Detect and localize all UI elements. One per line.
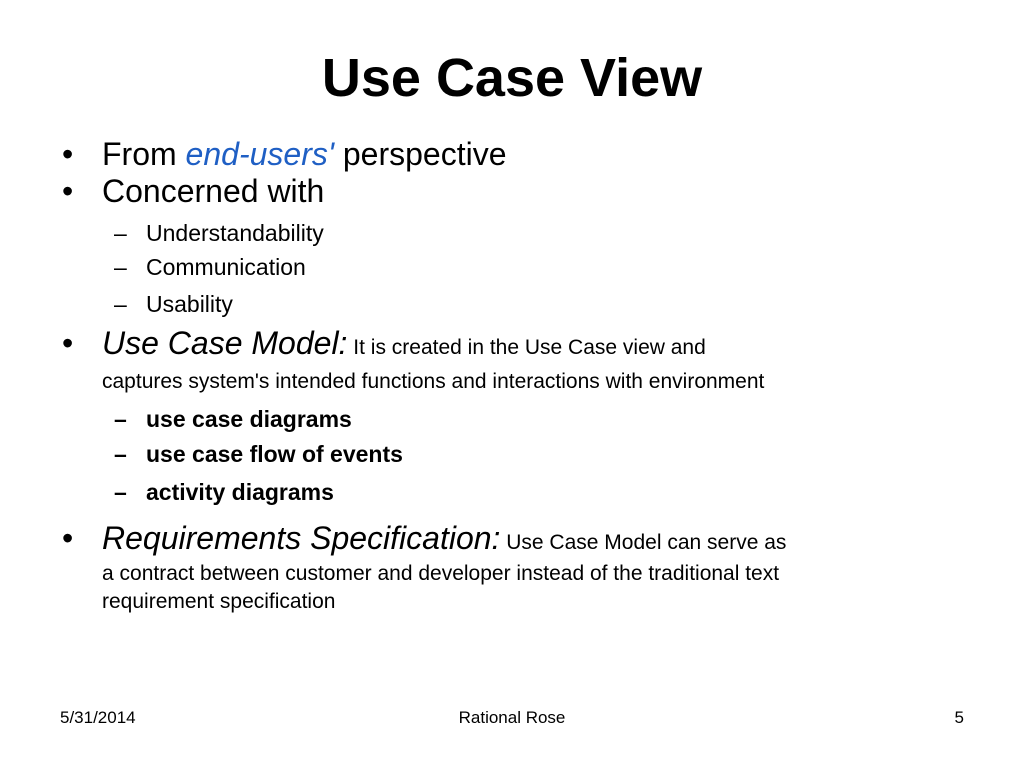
bullet-marker: • [62,136,74,172]
requirements-line2: a contract between customer and developer instead of the traditional text [102,562,780,585]
sub-item-flow-of-events [114,440,403,468]
bullet-marker: • [62,325,74,361]
use-case-model-line1: It is created in the Use Case view and [347,336,706,359]
sub-item-label: Usability [146,291,233,317]
sub-item-label: Understandability [146,220,324,246]
slide-title: Use Case View [321,48,703,108]
sub-item-use-case-diagrams [114,405,352,433]
bullet-marker: • [62,173,74,209]
bullet-text [102,520,786,561]
bullet-text: Concerned with [102,173,325,209]
end-users-emphasis: end-users' [185,136,334,172]
sub-item-communication [114,253,306,281]
sub-item-understandability [114,219,324,247]
dash-marker: – [114,406,127,432]
requirements-heading: Requirements Specification: [102,520,501,556]
dash-marker: – [114,220,127,246]
sub-item-label: Communication [146,254,306,280]
sub-item-label: use case flow of events [146,441,403,467]
requirements-line3: requirement specification [102,590,336,613]
footer-page-number: 5 [954,708,964,727]
bullet-text [102,325,706,366]
bullet-text [102,136,506,172]
requirements-line1: Use Case Model can serve as [500,531,787,554]
sub-item-usability [114,290,233,318]
sub-item-activity-diagrams [114,478,334,506]
bullet-marker: • [62,520,74,556]
use-case-model-heading: Use Case Model: [102,325,348,361]
sub-item-label: use case diagrams [146,406,352,432]
sub-item-label: activity diagrams [146,479,334,505]
dash-marker: – [114,441,127,467]
dash-marker: – [114,254,127,280]
dash-marker: – [114,479,127,505]
bullet-suffix: perspective [333,136,507,172]
use-case-model-line2: captures system's intended functions and interactions with environment [102,370,765,393]
footer-date: 5/31/2014 [60,708,136,727]
bullet-prefix: From [102,136,186,172]
footer-title: Rational Rose [458,708,566,727]
dash-marker: – [114,291,127,317]
